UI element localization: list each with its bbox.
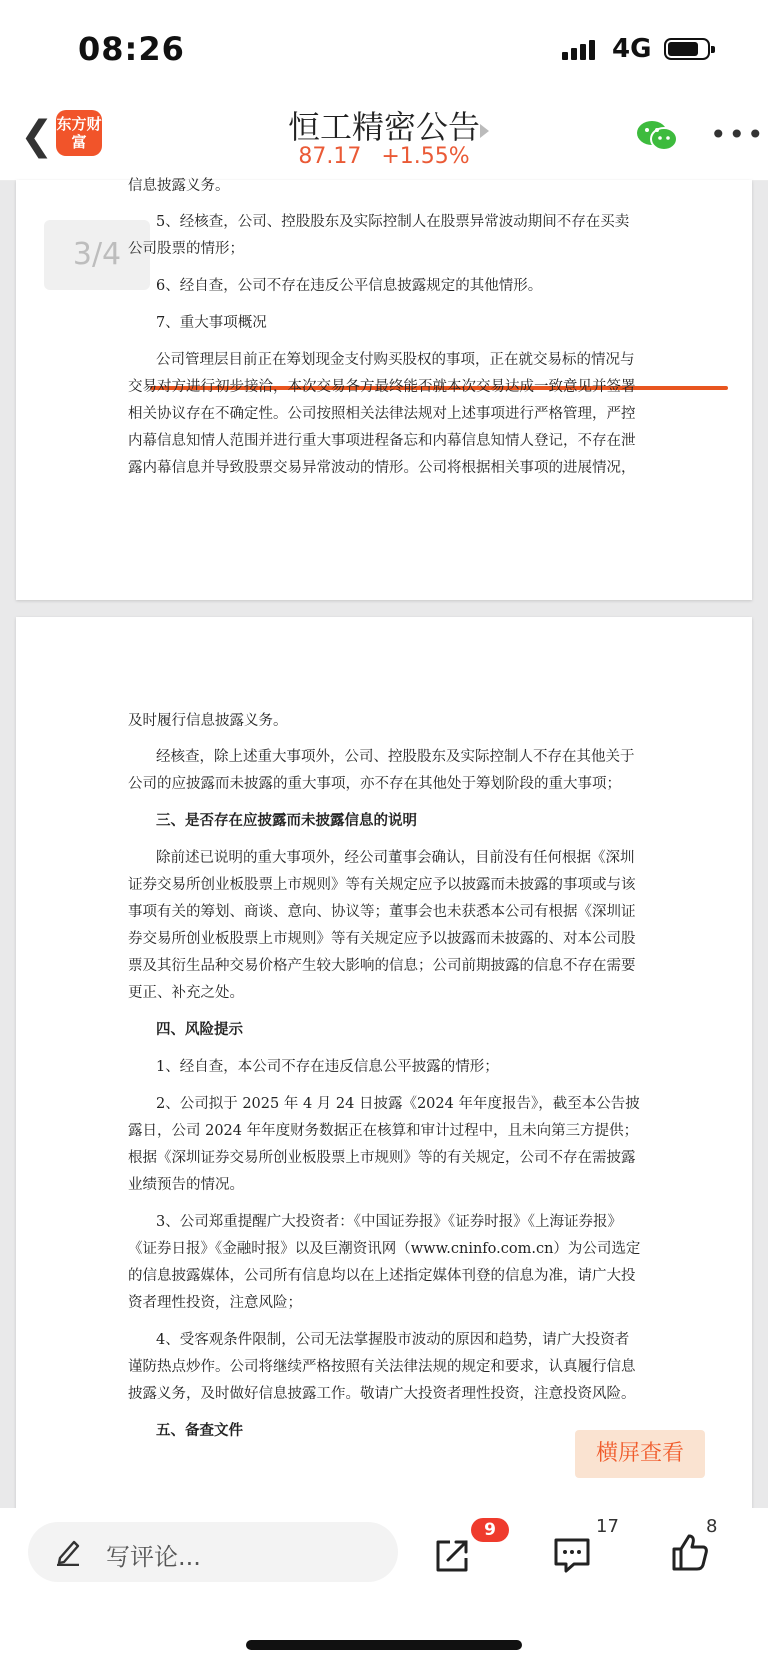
comment-placeholder: 写评论... [106, 1543, 201, 1571]
section-heading: 三、是否存在应披露而未披露信息的说明 [156, 812, 417, 829]
doc-text: 相关协议存在不确定性。公司按照相关法律法规对上述事项进行严格管理，严控 [128, 406, 636, 422]
section-heading: 五、备查文件 [156, 1422, 243, 1439]
doc-text: 资者理性投资，注意风险； [128, 1295, 302, 1311]
doc-text: 2、公司拟于 2025 年 4 月 24 日披露《2024 年年度报告》，截至本公告披 [156, 1096, 640, 1112]
battery-icon [664, 38, 710, 60]
doc-text: 公司管理层目前正在筹划现金支付购买股权的事项，正在就交易标的情况与 [156, 352, 635, 368]
doc-text: 更正、补充之处。 [128, 985, 244, 1001]
doc-text: 披露义务，及时做好信息披露工作。敬请广大投资者理性投资，注意投资风险。 [128, 1386, 636, 1402]
doc-text: 经核查，除上述重大事项外，公司、控股股东及实际控制人不存在其他关于 [156, 749, 635, 765]
doc-text: 根据《深圳证券交易所创业板股票上市规则》等的有关规定，公司不存在需披露 [128, 1150, 636, 1166]
like-count: 8 [706, 1516, 718, 1537]
doc-text: 公司股票的情形； [128, 241, 244, 257]
home-indicator[interactable] [246, 1640, 522, 1650]
stock-quote[interactable] [230, 144, 538, 169]
doc-text: 6、经自查，公司不存在违反公平信息披露规定的其他情形。 [156, 278, 543, 294]
wechat-icon[interactable] [636, 118, 680, 154]
doc-text: 及时履行信息披露义务。 [128, 713, 288, 729]
share-icon[interactable] [432, 1536, 472, 1576]
section-heading: 四、风险提示 [156, 1021, 243, 1038]
stock-change: +1.55% [381, 144, 470, 169]
landscape-view-button[interactable]: 横屏查看 [575, 1430, 705, 1478]
doc-text: 业绩预告的情况。 [128, 1177, 244, 1193]
doc-text: 7、重大事项概况 [156, 315, 267, 331]
app-logo: 东方财富 [56, 110, 102, 156]
doc-text: 露内幕信息并导致股票交易异常波动的情形。公司将根据相关事项的进展情况， [128, 460, 636, 476]
doc-text: 《证券日报》《金融时报》以及巨潮资讯网（www.cninfo.com.cn）为公司选定 [128, 1241, 641, 1257]
doc-text: 事项有关的筹划、商谈、意向、协议等；董事会也未获悉本公司有根据《深圳证 [128, 904, 636, 920]
bottom-bar [0, 1508, 768, 1664]
doc-text: 5、经核查，公司、控股股东及实际控制人在股票异常波动期间不存在买卖 [156, 214, 630, 230]
doc-text: 内幕信息知情人范围并进行重大事项进程备忘和内幕信息知情人登记，不存在泄 [128, 433, 636, 449]
doc-text: 证券交易所创业板股票上市规则》等有关规定应予以披露而未披露的事项或与该 [128, 877, 636, 893]
doc-text: 券交易所创业板股票上市规则》等有关规定应予以披露而未披露的、对本公司股 [128, 931, 636, 947]
doc-text: 谨防热点炒作。公司将继续严格按照有关法律法规的规定和要求，认真履行信息 [128, 1359, 636, 1375]
play-triangle-icon [480, 124, 489, 138]
document-page-2 [16, 617, 752, 1517]
thumbs-up-icon[interactable] [670, 1532, 710, 1572]
doc-text: 3、公司郑重提醒广大投资者：《中国证券报》《证券时报》《上海证券报》 [156, 1214, 622, 1230]
comment-count: 17 [596, 1516, 619, 1537]
doc-text: 票及其衍生品种交易价格产生较大影响的信息；公司前期披露的信息不存在需要 [128, 958, 636, 974]
doc-text: 交易对方进行初步接洽，本次交易各方最终能否就本次交易达成一致意见并签署 [128, 379, 636, 395]
doc-text: 除前述已说明的重大事项外，经公司董事会确认，目前没有任何根据《深圳 [156, 850, 635, 866]
network-type: 4G [612, 34, 652, 64]
signal-icon [562, 40, 595, 60]
back-icon[interactable]: ❮ [20, 113, 54, 159]
more-icon[interactable]: ••• [710, 118, 766, 151]
document-page-1 [16, 180, 752, 600]
clock: 08:26 [78, 30, 185, 68]
status-bar [0, 0, 768, 96]
stock-price: 87.17 [298, 144, 362, 169]
page-title: 恒工精密公告 [287, 108, 480, 146]
doc-text: 1、经自查，本公司不存在违反信息公平披露的情形； [156, 1059, 499, 1075]
share-badge: 9 [471, 1518, 509, 1542]
doc-text: 4、受客观条件限制，公司无法掌握股市波动的原因和趋势，请广大投资者 [156, 1332, 630, 1348]
page-indicator: 3/4 [44, 220, 150, 290]
pencil-icon [54, 1536, 82, 1566]
doc-text: 露日，公司 2024 年年度财务数据正在核算和审计过程中，且未向第三方提供； [128, 1123, 639, 1139]
comment-icon[interactable] [552, 1534, 592, 1574]
comment-input[interactable] [28, 1522, 398, 1582]
doc-text: 信息披露义务。 [128, 178, 230, 194]
doc-text: 公司的应披露而未披露的重大事项，亦不存在其他处于筹划阶段的重大事项； [128, 776, 621, 792]
nav-bar [0, 96, 768, 181]
doc-text: 的信息披露媒体，公司所有信息均以在上述指定媒体刊登的信息为准，请广大投 [128, 1268, 636, 1284]
